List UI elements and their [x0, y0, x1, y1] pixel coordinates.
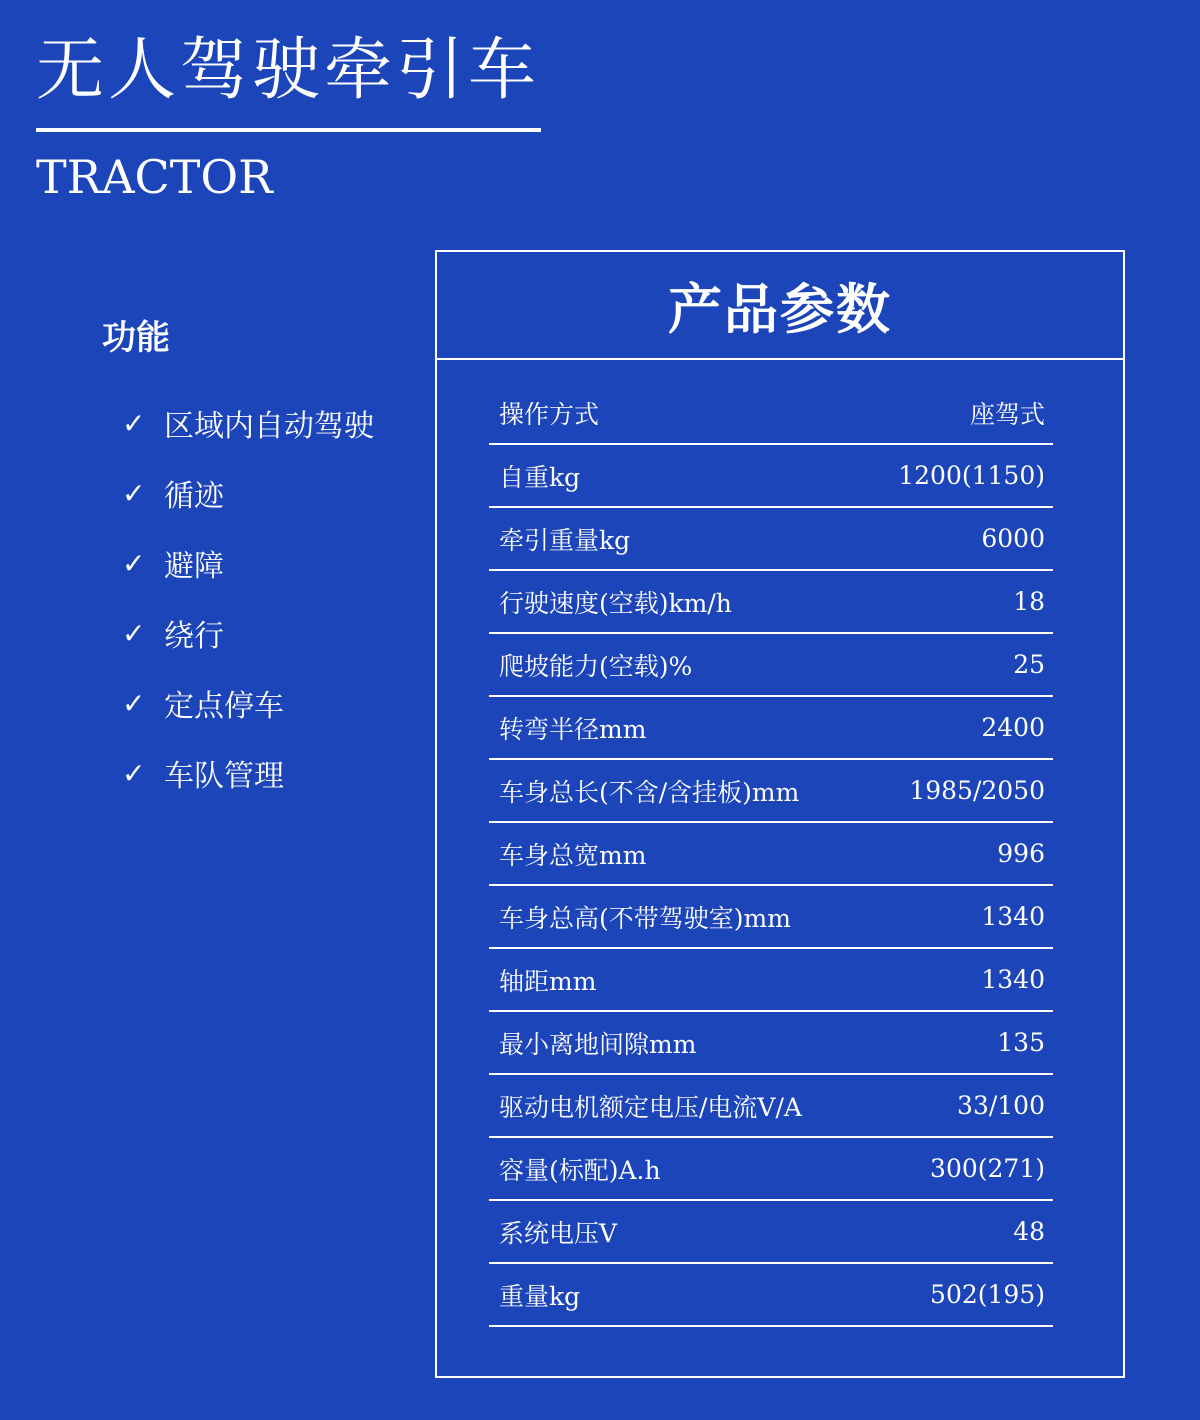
param-value: 135 [997, 1028, 1045, 1057]
feature-item [122, 528, 374, 598]
param-name: 车身总长(不含/含挂板)mm [499, 777, 800, 807]
param-name: 车身总高(不带驾驶室)mm [499, 903, 791, 933]
feature-item [122, 458, 374, 528]
param-name: 重量kg [499, 1281, 581, 1311]
feature-item [122, 598, 374, 668]
feature-label: 定点停车 [164, 689, 284, 724]
param-value: 座驾式 [969, 399, 1045, 429]
param-name: 转弯半径mm [499, 714, 647, 744]
checkmark-icon: ✓ [122, 616, 146, 650]
feature-item [122, 668, 374, 738]
param-value: 1985/2050 [909, 776, 1045, 805]
param-value: 6000 [981, 524, 1045, 553]
param-value: 1340 [981, 965, 1045, 994]
table-row [489, 508, 1053, 571]
params-table [489, 382, 1053, 1327]
feature-item [122, 388, 374, 458]
checkmark-icon: ✓ [122, 686, 146, 720]
table-row [489, 949, 1053, 1012]
params-panel [435, 250, 1125, 1378]
feature-label: 区域内自动驾驶 [164, 409, 374, 444]
feature-item [122, 738, 374, 808]
param-name: 车身总宽mm [499, 840, 647, 870]
table-row [489, 1075, 1053, 1138]
checkmark-icon: ✓ [122, 546, 146, 580]
feature-label: 绕行 [164, 619, 224, 654]
features-heading: 功能 [102, 318, 170, 358]
param-name: 系统电压V [499, 1218, 618, 1248]
table-row [489, 1012, 1053, 1075]
table-row [489, 1264, 1053, 1327]
param-name: 容量(标配)A.h [499, 1155, 661, 1185]
param-value: 2400 [981, 713, 1045, 742]
checkmark-icon: ✓ [122, 406, 146, 440]
param-name: 牵引重量kg [499, 525, 631, 555]
param-name: 自重kg [499, 462, 581, 492]
page-title: 无人驾驶牵引车 [36, 31, 541, 110]
table-row [489, 1201, 1053, 1264]
param-value: 48 [1013, 1217, 1045, 1246]
param-name: 最小离地间隙mm [499, 1029, 697, 1059]
param-name: 行驶速度(空载)km/h [499, 588, 732, 618]
param-name: 轴距mm [499, 966, 597, 996]
param-value: 1200(1150) [898, 461, 1045, 490]
features-list [122, 388, 374, 808]
table-row [489, 697, 1053, 760]
table-row [489, 760, 1053, 823]
param-name: 驱动电机额定电压/电流V/A [499, 1092, 802, 1122]
param-value: 33/100 [957, 1091, 1045, 1120]
checkmark-icon: ✓ [122, 756, 146, 790]
params-heading: 产品参数 [437, 252, 1123, 360]
param-value: 25 [1013, 650, 1045, 679]
feature-label: 避障 [164, 549, 224, 584]
table-row [489, 634, 1053, 697]
checkmark-icon: ✓ [122, 476, 146, 510]
param-value: 18 [1013, 587, 1045, 616]
param-value: 1340 [981, 902, 1045, 931]
feature-label: 循迹 [164, 479, 224, 514]
param-value: 502(195) [930, 1280, 1045, 1309]
table-row [489, 823, 1053, 886]
param-name: 爬坡能力(空载)% [499, 651, 693, 681]
table-row [489, 445, 1053, 508]
table-row [489, 382, 1053, 445]
param-value: 996 [997, 839, 1045, 868]
table-row [489, 1138, 1053, 1201]
param-name: 操作方式 [499, 399, 600, 429]
page-subtitle: TRACTOR [36, 150, 273, 204]
table-row [489, 886, 1053, 949]
table-row [489, 571, 1053, 634]
title-underline [36, 128, 541, 132]
param-value: 300(271) [930, 1154, 1045, 1183]
feature-label: 车队管理 [164, 759, 284, 794]
